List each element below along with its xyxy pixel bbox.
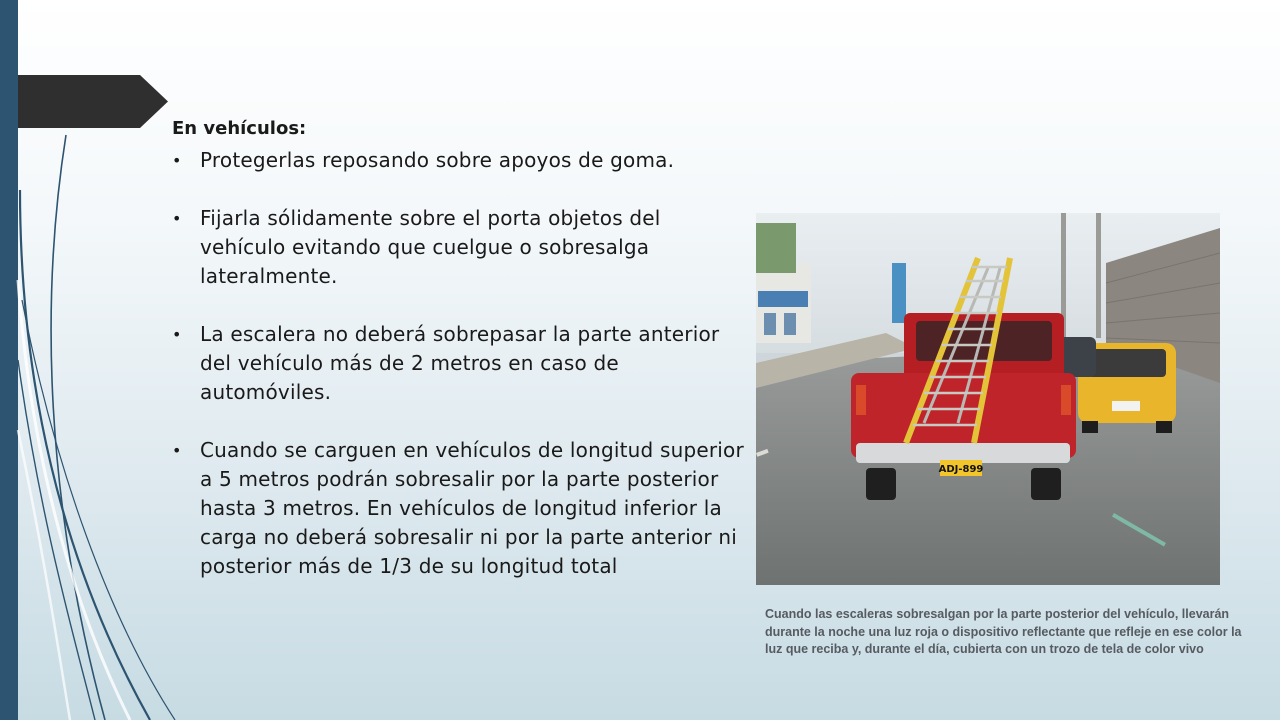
photo-illustration xyxy=(756,213,1220,585)
bullet-text: Fijarla sólidamente sobre el porta objetos del vehículo evitando que cuelgue o sobresalga lateralmente. xyxy=(200,206,661,288)
bullet-dot: • xyxy=(172,151,182,170)
bullet-item xyxy=(172,320,752,407)
bullet-item xyxy=(172,204,752,291)
truck-ladder-photo xyxy=(756,213,1220,585)
bullet-dot: • xyxy=(172,325,182,344)
photo-caption: Cuando las escaleras sobresalgan por la parte posterior del vehículo, llevarán durante la noche una luz roja o dispositivo reflectante que refleje en ese color la luz que reciba y, durante el día, cubierta con un trozo de tela de color vivo xyxy=(765,607,1242,656)
bullet-dot: • xyxy=(172,441,182,460)
bullet-dot: • xyxy=(172,209,182,228)
license-plate: ADJ-899 xyxy=(938,464,984,475)
bullet-list xyxy=(172,146,752,581)
bullet-item xyxy=(172,146,752,175)
bullet-text: La escalera no deberá sobrepasar la parte anterior del vehículo más de 2 metros en caso de automóviles. xyxy=(200,322,720,404)
title-tab-shape xyxy=(18,75,168,128)
bullet-text: Protegerlas reposando sobre apoyos de goma. xyxy=(200,148,675,172)
bullet-text: Cuando se carguen en vehículos de longitud superior a 5 metros podrán sobresalir por la parte posterior hasta 3 metros. En vehículos de longitud inferior la carga no deberá sobresalir ni por la parte anterior ni posterior más de 1/3 de su longitud total xyxy=(200,438,744,578)
section-heading: En vehículos: xyxy=(172,118,307,139)
bullet-item xyxy=(172,436,752,581)
slide-content xyxy=(172,116,752,610)
